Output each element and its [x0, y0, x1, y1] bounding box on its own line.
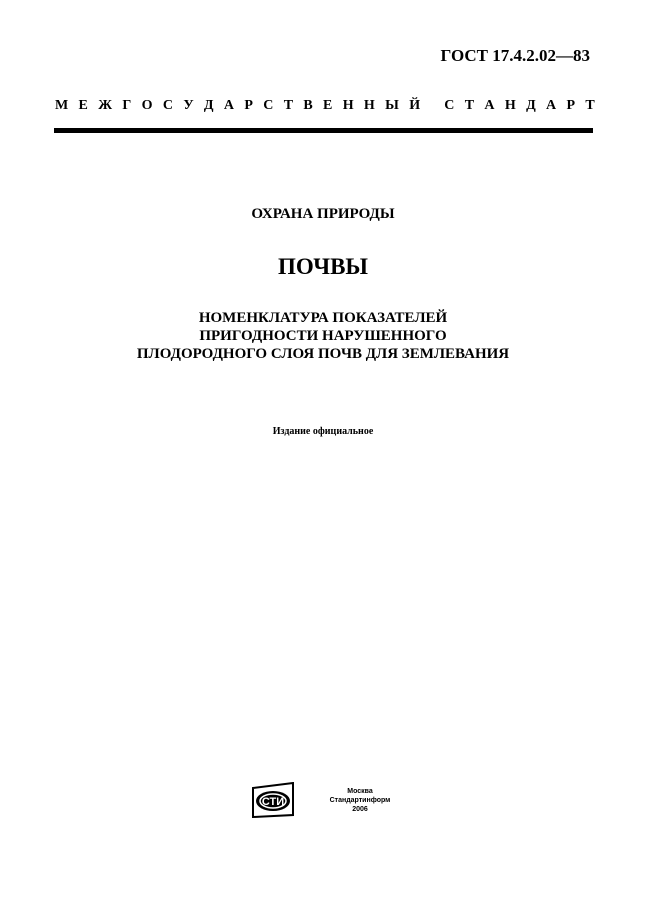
publisher-name: Стандартинформ	[329, 797, 391, 804]
svg-text:СТИ: СТИ	[261, 796, 285, 808]
category-letter: Е	[323, 98, 333, 113]
subtitle-line: НОМЕНКЛАТУРА ПОКАЗАТЕЛЕЙ	[198, 310, 448, 326]
publisher-year: 2006	[352, 806, 368, 813]
category-letter: Й	[409, 98, 421, 113]
category-letter: В	[303, 98, 313, 113]
category-letter: У	[183, 98, 194, 113]
category-letter: А	[484, 98, 495, 113]
category-gap	[430, 98, 434, 114]
category-letter: Ы	[385, 98, 399, 113]
category-letter: Н	[504, 98, 516, 113]
category-letter: Д	[203, 98, 214, 113]
subtitle-line: ПЛОДОРОДНОГО СЛОЯ ПОЧВ ДЛЯ ЗЕМЛЕВАНИЯ	[136, 346, 510, 362]
category-letter: Р	[244, 98, 253, 113]
standard-category	[55, 98, 595, 114]
category-letter: Р	[566, 98, 576, 113]
category-letter: О	[141, 98, 153, 113]
category-letter: С	[444, 98, 455, 113]
category-letter: Т	[464, 98, 475, 113]
category-letter: Е	[78, 98, 88, 113]
category-letter: Г	[122, 98, 132, 113]
standard-code: ГОСТ 17.4.2.02—83	[440, 46, 590, 65]
category-letter: Т	[585, 98, 595, 113]
category-letter: Т	[283, 98, 294, 113]
publisher-logo	[252, 782, 294, 818]
category-letter: Н	[342, 98, 354, 113]
section-title: ОХРАНА ПРИРОДЫ	[251, 206, 395, 222]
main-title: ПОЧВЫ	[277, 254, 368, 279]
publisher-city: Москва	[347, 788, 373, 795]
category-letter: А	[546, 98, 557, 113]
subtitle	[0, 309, 646, 363]
category-letter: Ж	[98, 98, 113, 113]
category-letter: С	[162, 98, 173, 113]
publisher-info	[322, 787, 398, 814]
category-letter: М	[55, 98, 69, 113]
category-letter: Д	[526, 98, 536, 113]
header-rule	[54, 128, 593, 133]
edition-note: Издание официальное	[272, 426, 374, 437]
category-letter: Н	[363, 98, 375, 113]
subtitle-line: ПРИГОДНОСТИ НАРУШЕННОГО	[199, 328, 447, 344]
category-letter: С	[263, 98, 274, 113]
category-letter: А	[223, 98, 235, 113]
